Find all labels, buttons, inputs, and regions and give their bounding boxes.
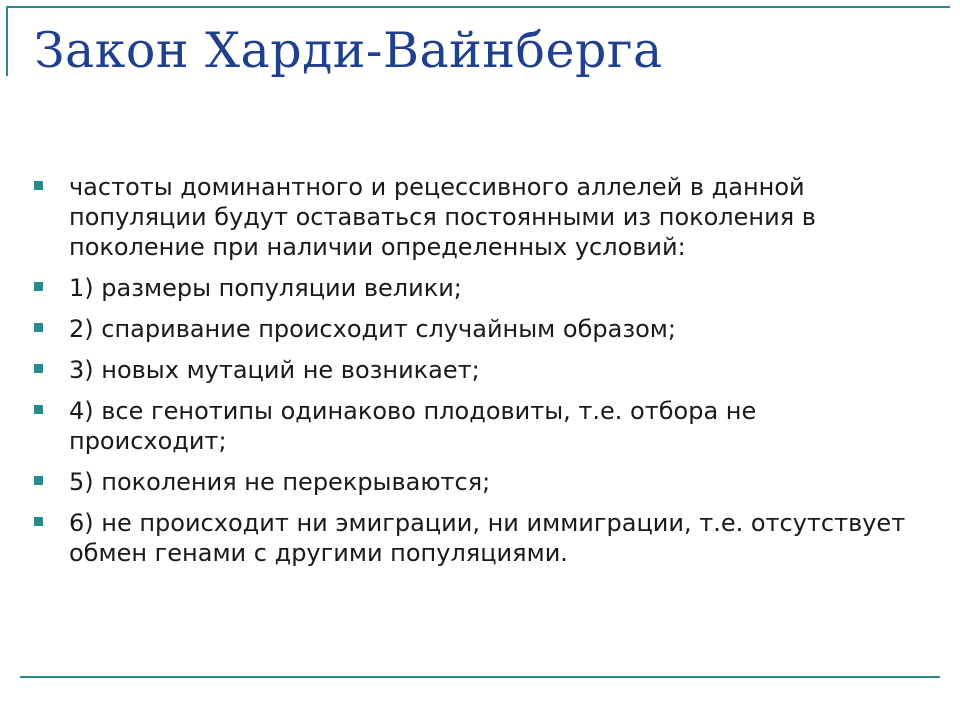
list-item-text: 4) все генотипы одинаково плодовиты, т.е. отбора не происходит; bbox=[69, 397, 757, 455]
square-bullet-icon bbox=[34, 323, 43, 332]
list-item-text: 5) поколения не перекрываются; bbox=[69, 468, 491, 496]
list-item-text: 3) новых мутаций не возникает; bbox=[69, 356, 480, 384]
list-item bbox=[33, 508, 913, 568]
list-item bbox=[33, 396, 913, 456]
list-item bbox=[33, 273, 913, 303]
square-bullet-icon bbox=[34, 181, 43, 190]
slide-title: Закон Харди-Вайнберга bbox=[34, 22, 663, 79]
square-bullet-icon bbox=[34, 282, 43, 291]
list-item-text: частоты доминантного и рецессивного аллелей в данной популяции будут оставаться постоянными из поколения в поколение при наличии определенных условий: bbox=[69, 173, 816, 261]
list-item-text: 6) не происходит ни эмиграции, ни иммиграции, т.е. отсутствует обмен генами с другими популяциями. bbox=[69, 509, 906, 567]
list-item-text: 1) размеры популяции велики; bbox=[69, 274, 462, 302]
square-bullet-icon bbox=[34, 405, 43, 414]
list-item-text: 2) спаривание происходит случайным образом; bbox=[69, 315, 676, 343]
frame-corner-vertical-line bbox=[6, 6, 8, 76]
footer-divider-line bbox=[20, 676, 940, 678]
square-bullet-icon bbox=[34, 517, 43, 526]
list-item bbox=[33, 467, 913, 497]
bullet-list bbox=[33, 172, 913, 579]
list-item bbox=[33, 314, 913, 344]
frame-top-line bbox=[6, 6, 950, 8]
list-item bbox=[33, 355, 913, 385]
square-bullet-icon bbox=[34, 476, 43, 485]
square-bullet-icon bbox=[34, 364, 43, 373]
list-item bbox=[33, 172, 913, 262]
